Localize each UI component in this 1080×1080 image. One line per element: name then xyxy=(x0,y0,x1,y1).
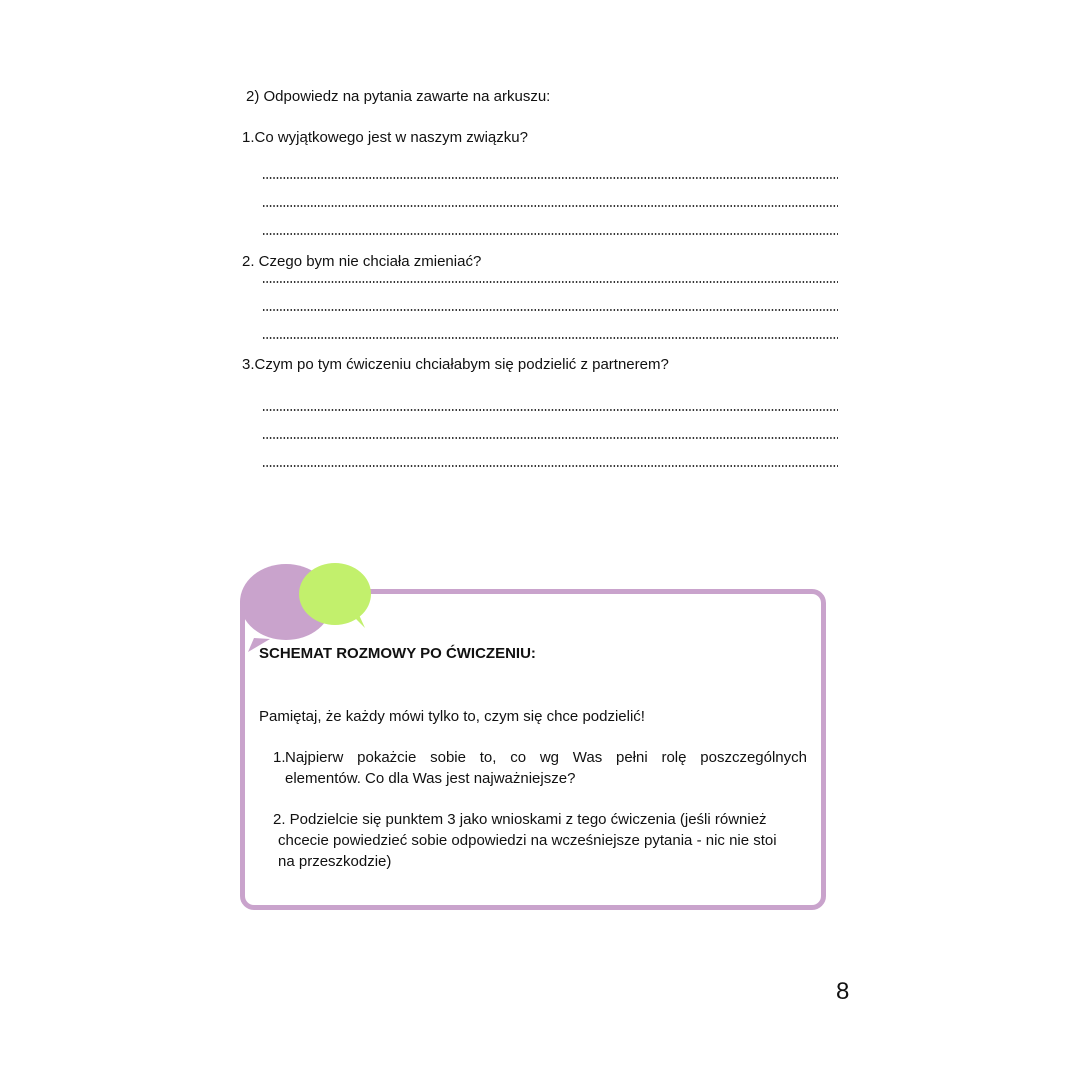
step-1-marker: 1. xyxy=(273,749,286,766)
step-2-line-1: 2. Podzielcie się punktem 3 jako wnioskami z tego ćwiczenia (jeśli również xyxy=(273,811,767,828)
answer-line[interactable] xyxy=(262,233,838,235)
answer-line[interactable] xyxy=(262,205,838,207)
step-2-line-3: na przeszkodzie) xyxy=(278,853,392,870)
answer-line[interactable] xyxy=(262,177,838,179)
question-3: 3.Czym po tym ćwiczeniu chciałabym się podzielić z partnerem? xyxy=(242,356,669,373)
answer-line[interactable] xyxy=(262,465,838,467)
step-1-line-2: elementów. Co dla Was jest najważniejsze? xyxy=(285,770,576,787)
step-2-line-2: chcecie powiedzieć sobie odpowiedzi na wcześniejsze pytania - nic nie stoi xyxy=(278,832,777,849)
answer-line[interactable] xyxy=(262,409,838,411)
step-1-line-1: Najpierw pokażcie sobie to, co wg Was pełni rolę poszczególnych xyxy=(285,749,807,766)
conversation-box-title: SCHEMAT ROZMOWY PO ĆWICZENIU: xyxy=(259,645,536,662)
question-2: 2. Czego bym nie chciała zmieniać? xyxy=(242,253,482,270)
answer-line[interactable] xyxy=(262,337,838,339)
reminder-text: Pamiętaj, że każdy mówi tylko to, czym się chce podzielić! xyxy=(259,708,645,725)
question-1: 1.Co wyjątkowego jest w naszym związku? xyxy=(242,129,528,146)
instruction-text: 2) Odpowiedz na pytania zawarte na arkuszu: xyxy=(246,88,551,105)
answer-line[interactable] xyxy=(262,281,838,283)
answer-line[interactable] xyxy=(262,437,838,439)
green-speech-bubble xyxy=(299,563,371,625)
speech-bubbles-icon xyxy=(234,556,380,656)
page-number: 8 xyxy=(836,978,850,1005)
answer-line[interactable] xyxy=(262,309,838,311)
